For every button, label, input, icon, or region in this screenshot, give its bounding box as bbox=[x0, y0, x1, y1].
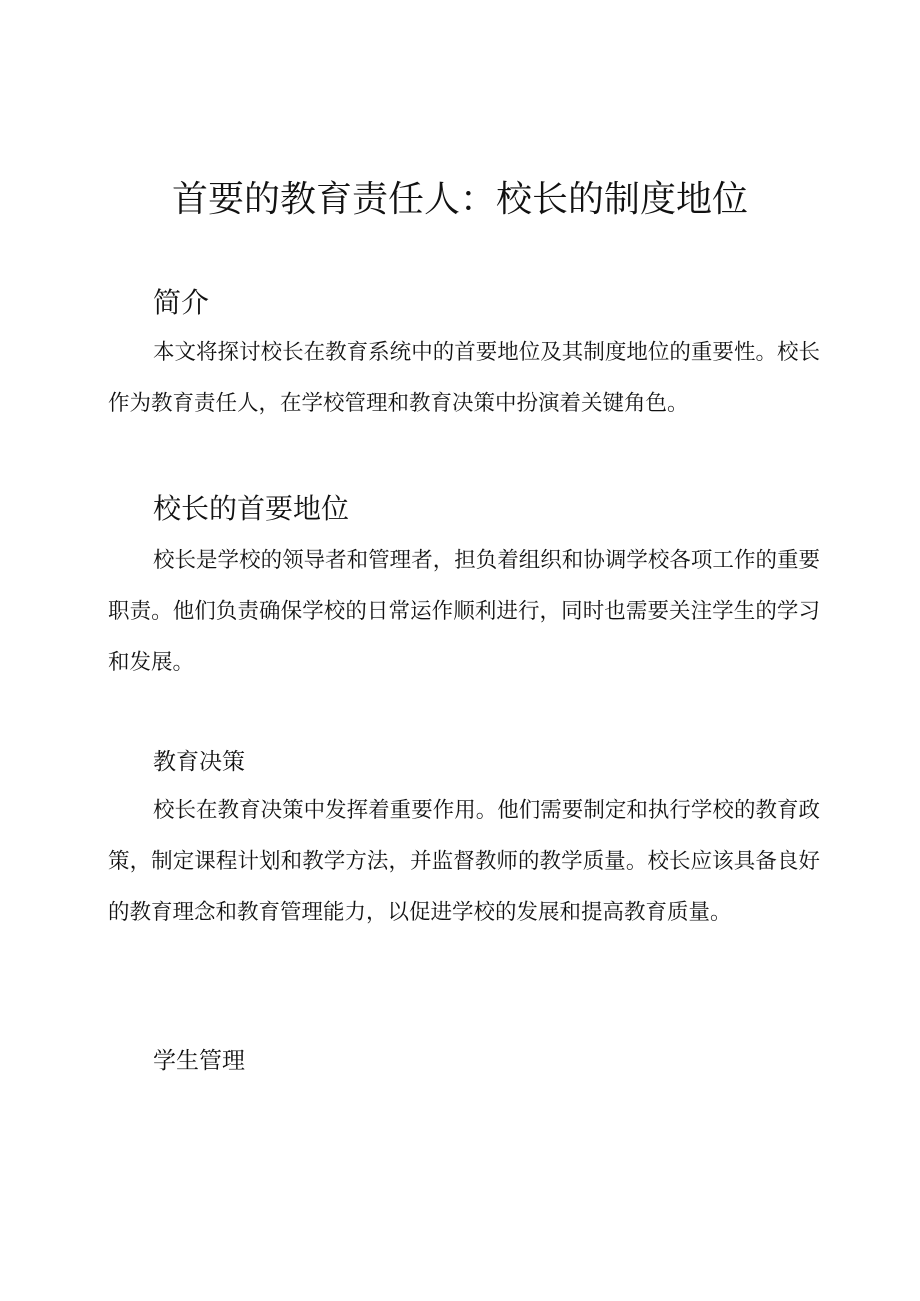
section-heading-intro: 简介 bbox=[153, 286, 210, 319]
section-heading-student-management: 学生管理 bbox=[153, 1048, 245, 1074]
section-heading-education-decisions: 教育决策 bbox=[153, 749, 245, 775]
section-heading-principal-status: 校长的首要地位 bbox=[153, 492, 350, 525]
document-title: 首要的教育责任人：校长的制度地位 bbox=[171, 179, 748, 220]
section-body-education-decisions: 校长在教育决策中发挥着重要作用。他们需要制定和执行学校的教育政策，制定课程计划和教学方法，并监督教师的教学质量。校长应该具备良好的教育理念和教育管理能力，以促进学校的发展和提高教育质量。 bbox=[108, 798, 820, 925]
section-body-principal-status: 校长是学校的领导者和管理者，担负着组织和协调学校各项工作的重要职责。他们负责确保学校的日常运作顺利进行，同时也需要关注学生的学习和发展。 bbox=[108, 548, 820, 675]
section-body-intro: 本文将探讨校长在教育系统中的首要地位及其制度地位的重要性。校长作为教育责任人，在学校管理和教育决策中扮演着关键角色。 bbox=[108, 340, 820, 416]
